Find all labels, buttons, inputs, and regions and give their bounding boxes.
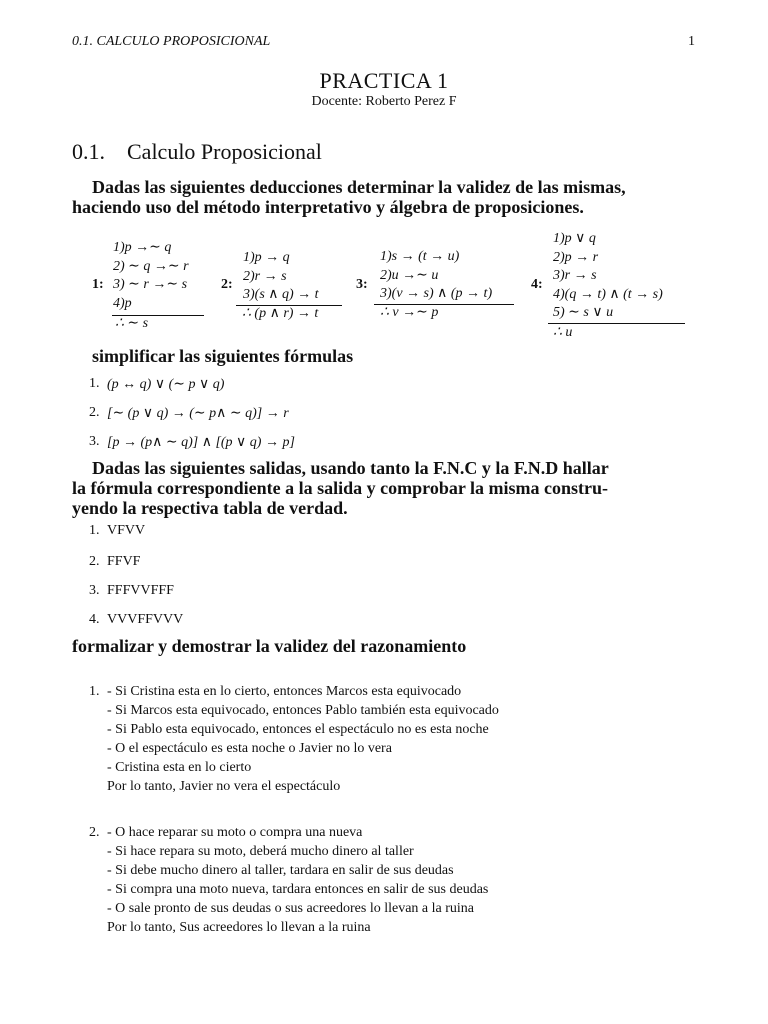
list-item-number: 2.	[89, 405, 100, 420]
deduction-1-conclusion: ∴ ∼ s	[115, 316, 149, 331]
running-header: 0.1. CALCULO PROPOSICIONAL	[72, 34, 271, 49]
problem-line: - Si Cristina esta en lo cierto, entonces Marcos esta equivocado	[107, 684, 462, 699]
problem-1	[107, 682, 499, 796]
premise: 3)r → s	[553, 268, 597, 283]
deduction-3-label: 3:	[356, 277, 368, 292]
truth-output: VVVFFVVV	[107, 612, 184, 627]
intro-line-1: Dadas las siguientes deducciones determinar la validez de las mismas,	[92, 177, 626, 197]
formalize-heading: formalizar y demostrar la validez del razonamiento	[72, 636, 467, 656]
deduction-4-conclusion: ∴ u	[553, 325, 573, 340]
deduction-4	[553, 230, 663, 323]
deduction-3-conclusion: ∴ v →∼ p	[380, 305, 439, 320]
truth-output: VFVV	[107, 523, 146, 538]
premise: 4)p	[113, 295, 132, 311]
premise: 3) ∼ r →∼ s	[113, 277, 188, 292]
page-title: PRACTICA 1	[319, 68, 449, 93]
premise: 3)(s ∧ q) → t	[243, 287, 319, 302]
deduction-1	[113, 239, 189, 313]
premise: 2) ∼ q →∼ r	[113, 258, 189, 274]
list-item-number: 4.	[89, 612, 100, 627]
problem-line: - Si Marcos esta equivocado, entonces Pablo también esta equivocado	[107, 703, 499, 718]
section-title: Calculo Proposicional	[127, 139, 322, 164]
list-item-number: 3.	[89, 583, 100, 598]
premise: 1)s → (t → u)	[380, 249, 460, 264]
simplify-heading: simplificar las siguientes fórmulas	[92, 346, 354, 366]
premise: 2)p → r	[553, 249, 599, 265]
truth-output: FFVF	[107, 554, 141, 569]
problem-line: - Si Pablo esta equivocado, entonces el espectáculo no es esta noche	[107, 722, 489, 737]
problem-2	[107, 823, 488, 937]
problem-line: - O el espectáculo es esta noche o Javier no lo vera	[107, 741, 392, 756]
premise: 1)p ∨ q	[553, 231, 596, 246]
problem-conclusion: Por lo tanto, Javier no vera el espectáculo	[107, 779, 341, 794]
deduction-1-label: 1:	[92, 277, 104, 292]
list-item-number: 2.	[89, 554, 100, 569]
premise: 2)u →∼ u	[380, 267, 439, 283]
formula: [∼ (p ∨ q) → (∼ p∧ ∼ q)] → r	[107, 406, 289, 421]
formula: [p → (p∧ ∼ q)] ∧ [(p ∨ q) → p]	[107, 435, 295, 450]
premise: 1)p →∼ q	[113, 240, 172, 255]
premise: 4)(q → t) ∧ (t → s)	[553, 286, 663, 302]
deduction-2	[243, 249, 319, 305]
section-number: 0.1.	[72, 139, 105, 164]
truth-output: FFFVVFFF	[107, 583, 174, 598]
premise: 5) ∼ s ∨ u	[553, 305, 614, 320]
intro-line-2: haciendo uso del método interpretativo y álgebra de proposiciones.	[72, 197, 584, 217]
author: Docente: Roberto Perez F	[311, 94, 457, 109]
deduction-4-label: 4:	[531, 277, 543, 292]
problem-line: - Cristina esta en lo cierto	[107, 760, 252, 775]
list-item-number: 1.	[89, 523, 100, 538]
deduction-2-label: 2:	[221, 277, 233, 292]
outputs-line-3: yendo la respectiva tabla de verdad.	[72, 498, 348, 518]
deduction-2-conclusion: ∴ (p ∧ r) → t	[242, 306, 319, 321]
problem-line: - O sale pronto de sus deudas o sus acreedores lo llevan a la ruina	[107, 901, 474, 916]
problem-1-number: 1.	[89, 684, 100, 699]
premise: 2)r → s	[243, 268, 287, 284]
problem-2-number: 2.	[89, 825, 100, 840]
premise: 1)p → q	[243, 250, 290, 265]
deduction-3	[380, 248, 492, 304]
problem-line: - Si debe mucho dinero al taller, tardara en salir de sus deudas	[107, 863, 454, 878]
outputs-line-2: la fórmula correspondiente a la salida y comprobar la misma constru-	[72, 478, 608, 498]
problem-line: - Si compra una moto nueva, tardara entonces en salir de sus deudas	[107, 882, 489, 897]
list-item-number: 1.	[89, 376, 100, 391]
premise: 3)(v → s) ∧ (p → t)	[380, 286, 493, 301]
formula: (p ↔ q) ∨ (∼ p ∨ q)	[107, 377, 225, 392]
problem-conclusion: Por lo tanto, Sus acreedores lo llevan a la ruina	[107, 920, 371, 935]
problem-line: - O hace reparar su moto o compra una nueva	[107, 825, 363, 840]
section-heading	[72, 139, 322, 165]
list-item-number: 3.	[89, 434, 100, 449]
outputs-line-1: Dadas las siguientes salidas, usando tanto la F.N.C y la F.N.D hallar	[92, 458, 609, 478]
page-number: 1	[688, 34, 695, 49]
problem-line: - Si hace repara su moto, deberá mucho dinero al taller	[107, 844, 414, 859]
